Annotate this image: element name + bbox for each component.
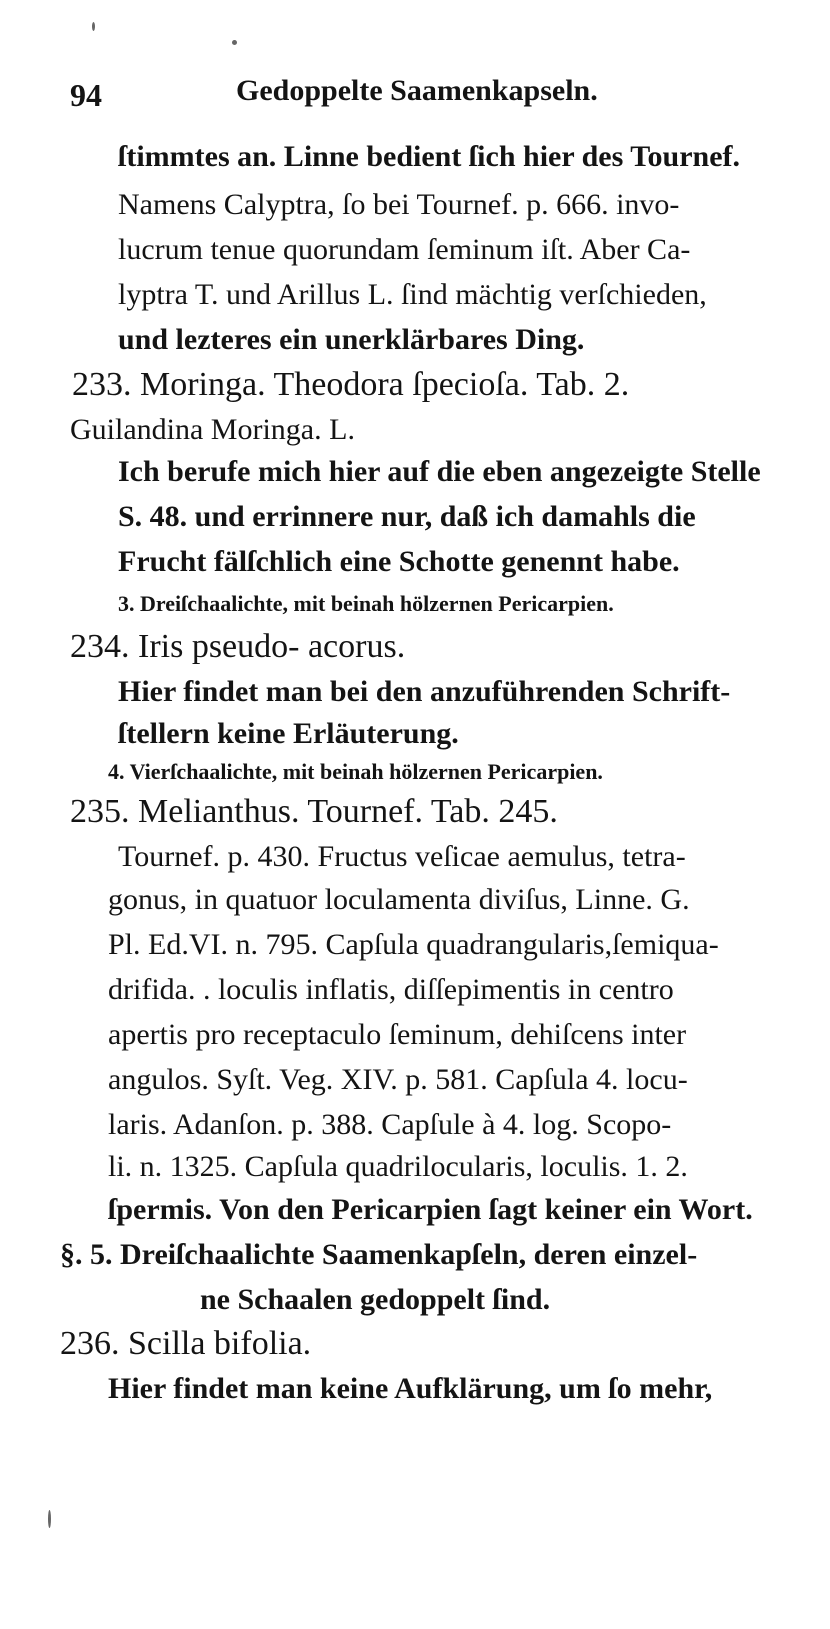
text-line: und lezteres ein unerklärbares Ding.: [118, 323, 585, 356]
text-line: drifida. . loculis inflatis, diſſepimentis in centro: [108, 973, 674, 1006]
entry-heading-234: 234. Iris pseudo- acorus.: [70, 628, 406, 665]
text-line: Hier findet man bei den anzuführenden Schrift-: [118, 675, 731, 708]
text-line: ſtimmtes an. Linne bedient ſich hier des Tournef.: [118, 140, 741, 173]
text-line: gonus, in quatuor loculamenta diviſus, Linne. G.: [108, 883, 690, 916]
page-number: 94: [70, 77, 102, 113]
text-line: laris. Adanſon. p. 388. Capſule à 4. log. Scopo-: [108, 1108, 672, 1141]
subsection-note: 4. Vierſchaalichte, mit beinah hölzernen Pericarpien.: [108, 759, 603, 784]
text-line: Namens Calyptra, ſo bei Tournef. p. 666. invo-: [118, 188, 680, 221]
running-title: Gedoppelte Saamenkapseln.: [236, 74, 598, 107]
text-line: li. n. 1325. Capſula quadrilocularis, loculis. 1. 2.: [108, 1150, 688, 1183]
text-line: Pl. Ed.VI. n. 795. Capſula quadrangularis,ſemiqua-: [108, 928, 719, 961]
text-line: lyptra T. und Arillus L. ſind mächtig verſchieden,: [118, 278, 707, 311]
entry-heading-235: 235. Melianthus. Tournef. Tab. 245.: [70, 793, 558, 830]
text-line: apertis pro receptaculo ſeminum, dehiſcens inter: [108, 1018, 687, 1051]
scan-speck: [92, 22, 95, 31]
section-heading-continued: ne Schaalen gedoppelt ſind.: [200, 1283, 551, 1316]
text-line: Guilandina Moringa. L.: [70, 413, 355, 446]
text-line: ſpermis. Von den Pericarpien ſagt keiner ein Wort.: [108, 1193, 753, 1226]
text-line: Ich berufe mich hier auf die eben angezeigte Stelle: [118, 455, 761, 488]
text-line: ſtellern keine Erläuterung.: [118, 717, 459, 750]
entry-heading-236: 236. Scilla bifolia.: [60, 1325, 312, 1362]
scan-speck: [48, 1510, 51, 1528]
text-line: Frucht fälſchlich eine Schotte genennt habe.: [118, 545, 680, 578]
scan-speck: [232, 40, 237, 45]
text-line: S. 48. und errinnere nur, daß ich damahls die: [118, 500, 696, 533]
text-line: angulos. Syſt. Veg. XIV. p. 581. Capſula 4. locu-: [108, 1063, 688, 1096]
entry-heading-233: 233. Moringa. Theodora ſpecioſa. Tab. 2.: [72, 366, 630, 403]
text-line: lucrum tenue quorundam ſeminum iſt. Aber Ca-: [118, 233, 691, 266]
subsection-note: 3. Dreiſchaalichte, mit beinah hölzernen Pericarpien.: [118, 591, 614, 616]
text-line: Hier findet man keine Aufklärung, um ſo mehr,: [108, 1372, 713, 1405]
section-heading: §. 5. Dreiſchaalichte Saamenkapſeln, deren einzel-: [60, 1238, 698, 1271]
text-line: Tournef. p. 430. Fructus veſicae aemulus, tetra-: [118, 840, 686, 873]
